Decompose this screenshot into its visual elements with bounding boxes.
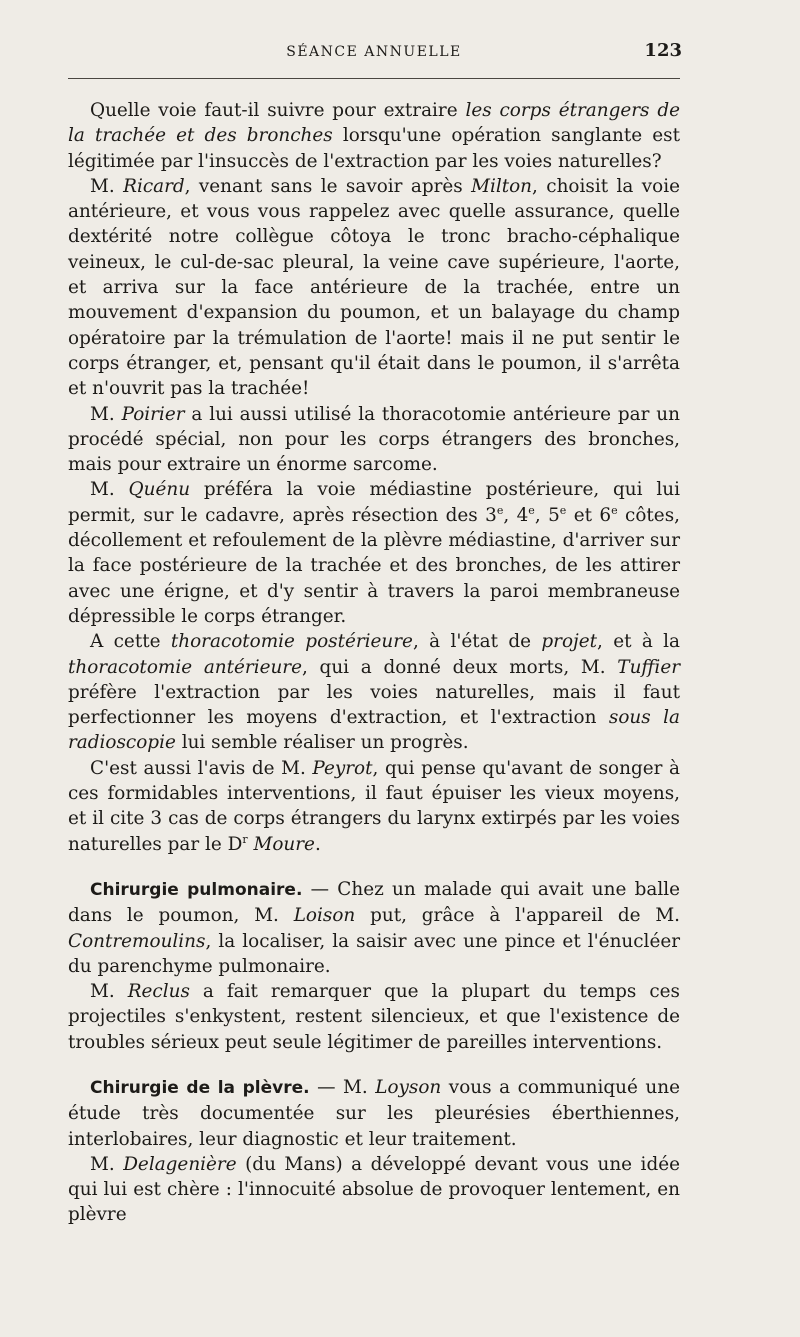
italic-text: Ricard: [123, 175, 185, 197]
text-run: e: [611, 503, 618, 517]
paragraph-p3: [68, 402, 680, 478]
text-run: M.: [90, 403, 122, 425]
text-run: M.: [90, 479, 129, 501]
text-run: put, grâce à l'appareil de M.: [355, 905, 680, 927]
text-run: a lui aussi utilisé la thoracotomie antérieure par un procédé spécial, non pour les corps étrangers des bronches, mais pour extraire un énorme sarcome.: [68, 403, 680, 476]
text-run: — Chez un malade qui avait une balle dans le poumon, M.: [68, 878, 680, 927]
italic-text: Reclus: [127, 981, 190, 1003]
italic-text: thoracotomie postérieure: [170, 631, 413, 653]
text-run: C'est aussi l'avis de M.: [90, 757, 313, 779]
text-run: préféra la voie médiastine postérieure, qui lui permit, sur le cadavre, après résection des 3: [68, 479, 680, 526]
text-run: M.: [90, 175, 124, 197]
paragraph-p6: [68, 756, 680, 857]
running-title: SÉANCE ANNUELLE: [286, 44, 462, 60]
text-run: .: [314, 833, 321, 855]
text-run: e: [496, 503, 504, 517]
italic-text: Loison: [293, 905, 356, 927]
text-run: , choisit la voie antérieure, et vous vous rappelez avec quelle assurance, quelle dextérité notre collègue côtoya le tronc bracho-céphalique veineux, le cul-de-sac pleural, la veine cave supérieure, l'aorte, et arriva sur la face antérieure de la trachée, entre un mouvement d'expansion du poumon, et un balayage du champ opératoire par la trémulation de l'aorte! mais il ne put sentir le corps étranger, et, pensant qu'il était dans le poumon, il s'arrêta et n'ouvrit pas la trachée!: [68, 175, 680, 400]
italic-text: Peyrot: [312, 757, 373, 779]
text-run: , la localiser, la saisir avec une pince et l'énucléer du parenchyme pulmonaire.: [68, 930, 680, 977]
text-run: , qui pense qu'avant de songer à ces formidables interventions, il faut épuiser les vieux moyens, et il cite 3 cas de corps étrangers du larynx extirpés par les voies naturelles par le D: [68, 757, 680, 855]
page-number: 123: [644, 40, 682, 61]
text-run: r: [242, 832, 248, 846]
paragraph-p9: [68, 1075, 680, 1152]
paragraph-p2: [68, 174, 680, 402]
italic-text: les corps étrangers de la trachée et des bronches: [68, 100, 681, 147]
text-run: M.: [90, 981, 128, 1003]
text-run: lorsqu'une opération sanglante est légitimée par l'insuccès de l'extraction par les voies naturelles?: [68, 125, 680, 172]
page-header: [68, 40, 682, 72]
header-rule: [68, 78, 680, 79]
text-run: côtes, décollement et refoulement de la plèvre médiastine, d'arriver sur la face postérieure de la trachée et des bronches, de les attirer avec une érigne, et d'y sentir à travers la paroi membraneuse dépressible le corps étranger.: [68, 504, 680, 627]
text-run: et 6: [566, 504, 612, 526]
paragraph-p8: [68, 979, 680, 1055]
section-heading: Chirurgie de la plèvre.: [90, 1077, 310, 1098]
italic-text: Loyson: [375, 1076, 442, 1098]
text-run: lui semble réaliser un progrès.: [175, 732, 469, 754]
italic-text: Contremoulins: [68, 930, 206, 952]
text-run: (du Mans) a développé devant vous une idée qui lui est chère : l'innocuité absolue de provoquer lentement, en plèvre: [68, 1153, 680, 1226]
text-run: — M.: [309, 1076, 376, 1098]
text-run: A cette: [90, 631, 171, 653]
italic-text: sous la radioscopie: [68, 707, 680, 754]
body-text: [68, 98, 680, 1228]
italic-text: Poirier: [121, 403, 185, 425]
italic-text: Tuffier: [617, 656, 680, 678]
text-run: , venant sans le savoir après: [184, 175, 472, 197]
italic-text: thoracotomie antérieure: [68, 656, 302, 678]
text-run: Quelle voie faut-il suivre pour extraire: [90, 100, 466, 121]
text-run: , et à la: [597, 631, 681, 653]
paragraph-p7: [68, 877, 680, 979]
italic-text: projet: [541, 631, 598, 653]
text-run: M.: [90, 1153, 124, 1175]
italic-text: Quénu: [128, 479, 191, 501]
text-run: e: [528, 503, 535, 517]
italic-text: Moure: [253, 833, 315, 855]
paragraph-p4: [68, 477, 680, 629]
text-run: préfère l'extraction par les voies naturelles, mais il faut perfectionner les moyens d'extraction, et l'extraction: [68, 681, 680, 729]
text-run: a fait remarquer que la plupart du temps ces projectiles s'enkystent, restent silencieux, et que l'existence de troubles sérieux peut seule légitimer de pareilles interventions.: [68, 981, 680, 1053]
paragraph-p5: [68, 629, 680, 755]
text-run: , qui a donné deux morts, M.: [301, 656, 618, 678]
italic-text: Milton: [471, 175, 533, 197]
paragraph-p1: [68, 98, 680, 174]
text-run: vous a communiqué une étude très documentée sur les pleurésies éberthiennes, interlobaires, leur diagnostic et leur traitement.: [68, 1076, 680, 1150]
text-run: e: [559, 503, 567, 517]
section-heading: Chirurgie pulmonaire.: [90, 879, 303, 900]
paragraph-p10: [68, 1152, 680, 1228]
text-run: , à l'état de: [412, 631, 542, 653]
italic-text: Delagenière: [123, 1153, 237, 1175]
text-run: , 5: [534, 504, 560, 526]
text-run: , 4: [503, 504, 529, 526]
